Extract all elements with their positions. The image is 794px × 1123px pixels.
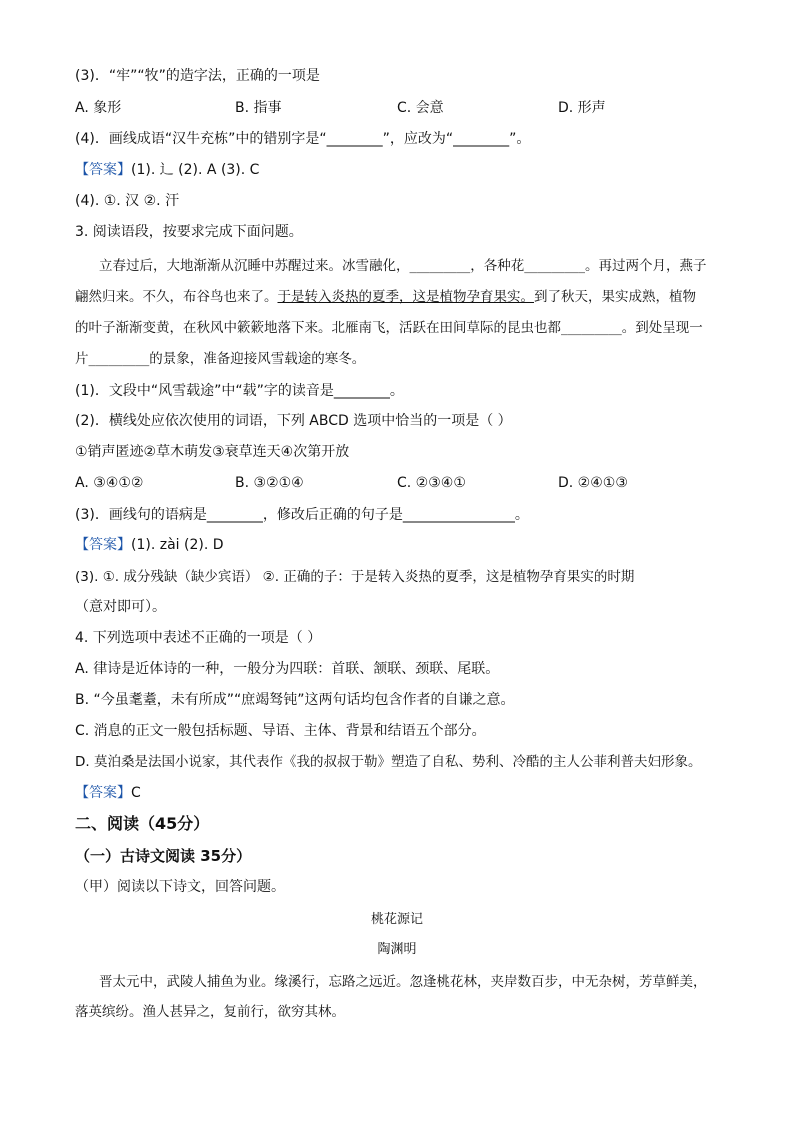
option-b: B. ③②①④ xyxy=(235,475,304,491)
passage-line-2b: 到了秋天，果实成熟，植物 xyxy=(534,289,696,305)
answer-tag: 【答案】 xyxy=(75,785,131,801)
answer-2 xyxy=(75,160,259,180)
answer-3-3a: (3). ①. 成分残缺（缺少宾语） ②. 正确的子：于是转入炎热的夏季，这是植物孕育果实的时期 xyxy=(75,569,635,585)
poem-line-1: 晋太元中，武陵人捕鱼为业。缘溪行，忘路之远近。忽逢桃花林，夹岸数百步，中无杂树，芳草鲜美， xyxy=(99,974,707,990)
q4-option-c: C. 消息的正文一般包括标题、导语、主体、背景和结语五个部分。 xyxy=(75,723,486,739)
passage-line-4: 片_________的景象，准备迎接风雪载途的寒冬。 xyxy=(75,351,366,367)
q4-option-b: B. “今虽耄耋，未有所成”“庶竭驽钝”这两句话均包含作者的自谦之意。 xyxy=(75,692,515,708)
answer-3-3b: （意对即可）。 xyxy=(75,599,166,615)
answer-3 xyxy=(75,535,224,555)
q3-4-stem: (4)．画线成语“汉牛充栋”中的错别字是“________”，应改为“________”。 xyxy=(75,131,531,147)
passage-line-2 xyxy=(75,287,720,307)
answer-tag: 【答案】 xyxy=(75,162,131,178)
section-2-1-heading: （一）古诗文阅读 35分） xyxy=(75,847,252,865)
option-c: C. 会意 xyxy=(397,100,444,116)
jia-instruction: （甲）阅读以下诗文，回答问题。 xyxy=(75,879,285,895)
option-d: D. ②④①③ xyxy=(558,475,628,491)
passage-line-2a: 翩然归来。不久，布谷鸟也来了。 xyxy=(75,289,278,305)
q3-3b-stem: (3)．画线句的语病是________，修改后正确的句子是________________。 xyxy=(75,507,529,523)
poem-author: 陶渊明 xyxy=(377,942,417,957)
q3-2-items: ①销声匿迹②草木萌发③衰草连天④次第开放 xyxy=(75,444,350,460)
option-a: A. 象形 xyxy=(75,100,122,116)
poem-title: 桃花源记 xyxy=(370,912,423,927)
underlined-sentence: 于是转入炎热的夏季，这是植物孕育果实。 xyxy=(277,289,534,305)
section-2-heading: 二、阅读（45分） xyxy=(75,814,210,833)
answer-text: C xyxy=(131,785,141,801)
answer-2-4: (4). ①. 汉 ②. 汗 xyxy=(75,193,180,209)
answer-4 xyxy=(75,783,141,803)
answer-tag: 【答案】 xyxy=(75,537,131,553)
passage-line-1: 立春过后，大地渐渐从沉睡中苏醒过来。冰雪融化，_________，各种花_________。再过两个月，燕子 xyxy=(99,258,707,274)
poem-line-2: 落英缤纷。渔人甚异之，复前行，欲穷其林。 xyxy=(75,1004,345,1020)
answer-text: (1). zài (2). D xyxy=(131,537,224,553)
option-c: C. ②③④① xyxy=(397,475,466,491)
option-d: D. 形声 xyxy=(558,100,606,116)
option-a: A. ③④①② xyxy=(75,475,144,491)
question-4-title: 4. 下列选项中表述不正确的一项是（ ） xyxy=(75,630,322,646)
q3-2-stem: (2)．横线处应依次使用的词语，下列 ABCD 选项中恰当的一项是（ ） xyxy=(75,413,512,429)
q4-option-a: A. 律诗是近体诗的一种，一般分为四联：首联、颔联、颈联、尾联。 xyxy=(75,661,500,677)
passage-line-3: 的叶子渐渐变黄，在秋风中簌簌地落下来。北雁南飞，活跃在田间草际的昆虫也都_________。到处呈现一 xyxy=(75,320,703,336)
option-b: B. 指事 xyxy=(235,100,282,116)
answer-text: (1). 辶 (2). A (3). C xyxy=(131,162,260,178)
question-3-title: 3. 阅读语段，按要求完成下面问题。 xyxy=(75,224,303,240)
q3-3-stem: (3)．“牢”“牧”的造字法，正确的一项是 xyxy=(75,68,320,84)
q3-1-stem: (1)．文段中“风雪载途”中“载”字的读音是________。 xyxy=(75,383,404,399)
q4-option-d: D. 莫泊桑是法国小说家，其代表作《我的叔叔于勒》塑造了自私、势利、冷酷的主人公菲利普夫妇形象。 xyxy=(75,754,702,770)
